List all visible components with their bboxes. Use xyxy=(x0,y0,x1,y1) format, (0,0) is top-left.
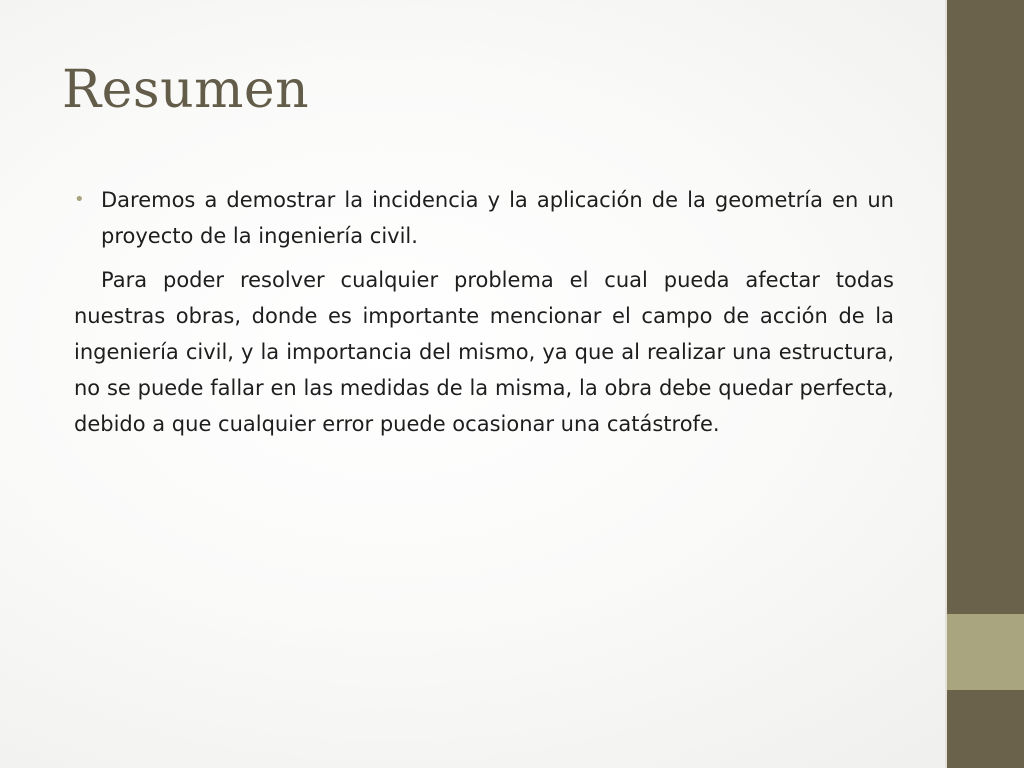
bullet-dot-icon: • xyxy=(74,189,85,210)
bullet-item xyxy=(74,182,894,254)
slide-body xyxy=(74,182,894,442)
decorative-accent-block xyxy=(947,614,1024,690)
body-paragraph: Para poder resolver cualquier problema el cual pueda afectar todas nuestras obras, donde es importante mencionar el campo de acción de la ingeniería civil, y la importancia del mismo, ya que al realizar una estructura, no se puede fallar en las medidas de la misma, la obra debe quedar perfecta, debido a que cualquier error puede ocasionar una catástrofe. xyxy=(74,268,894,436)
bullet-text: Daremos a demostrar la incidencia y la aplicación de la geometría en un proyecto de la ingeniería civil. xyxy=(101,188,894,248)
slide-title: Resumen xyxy=(62,60,310,120)
